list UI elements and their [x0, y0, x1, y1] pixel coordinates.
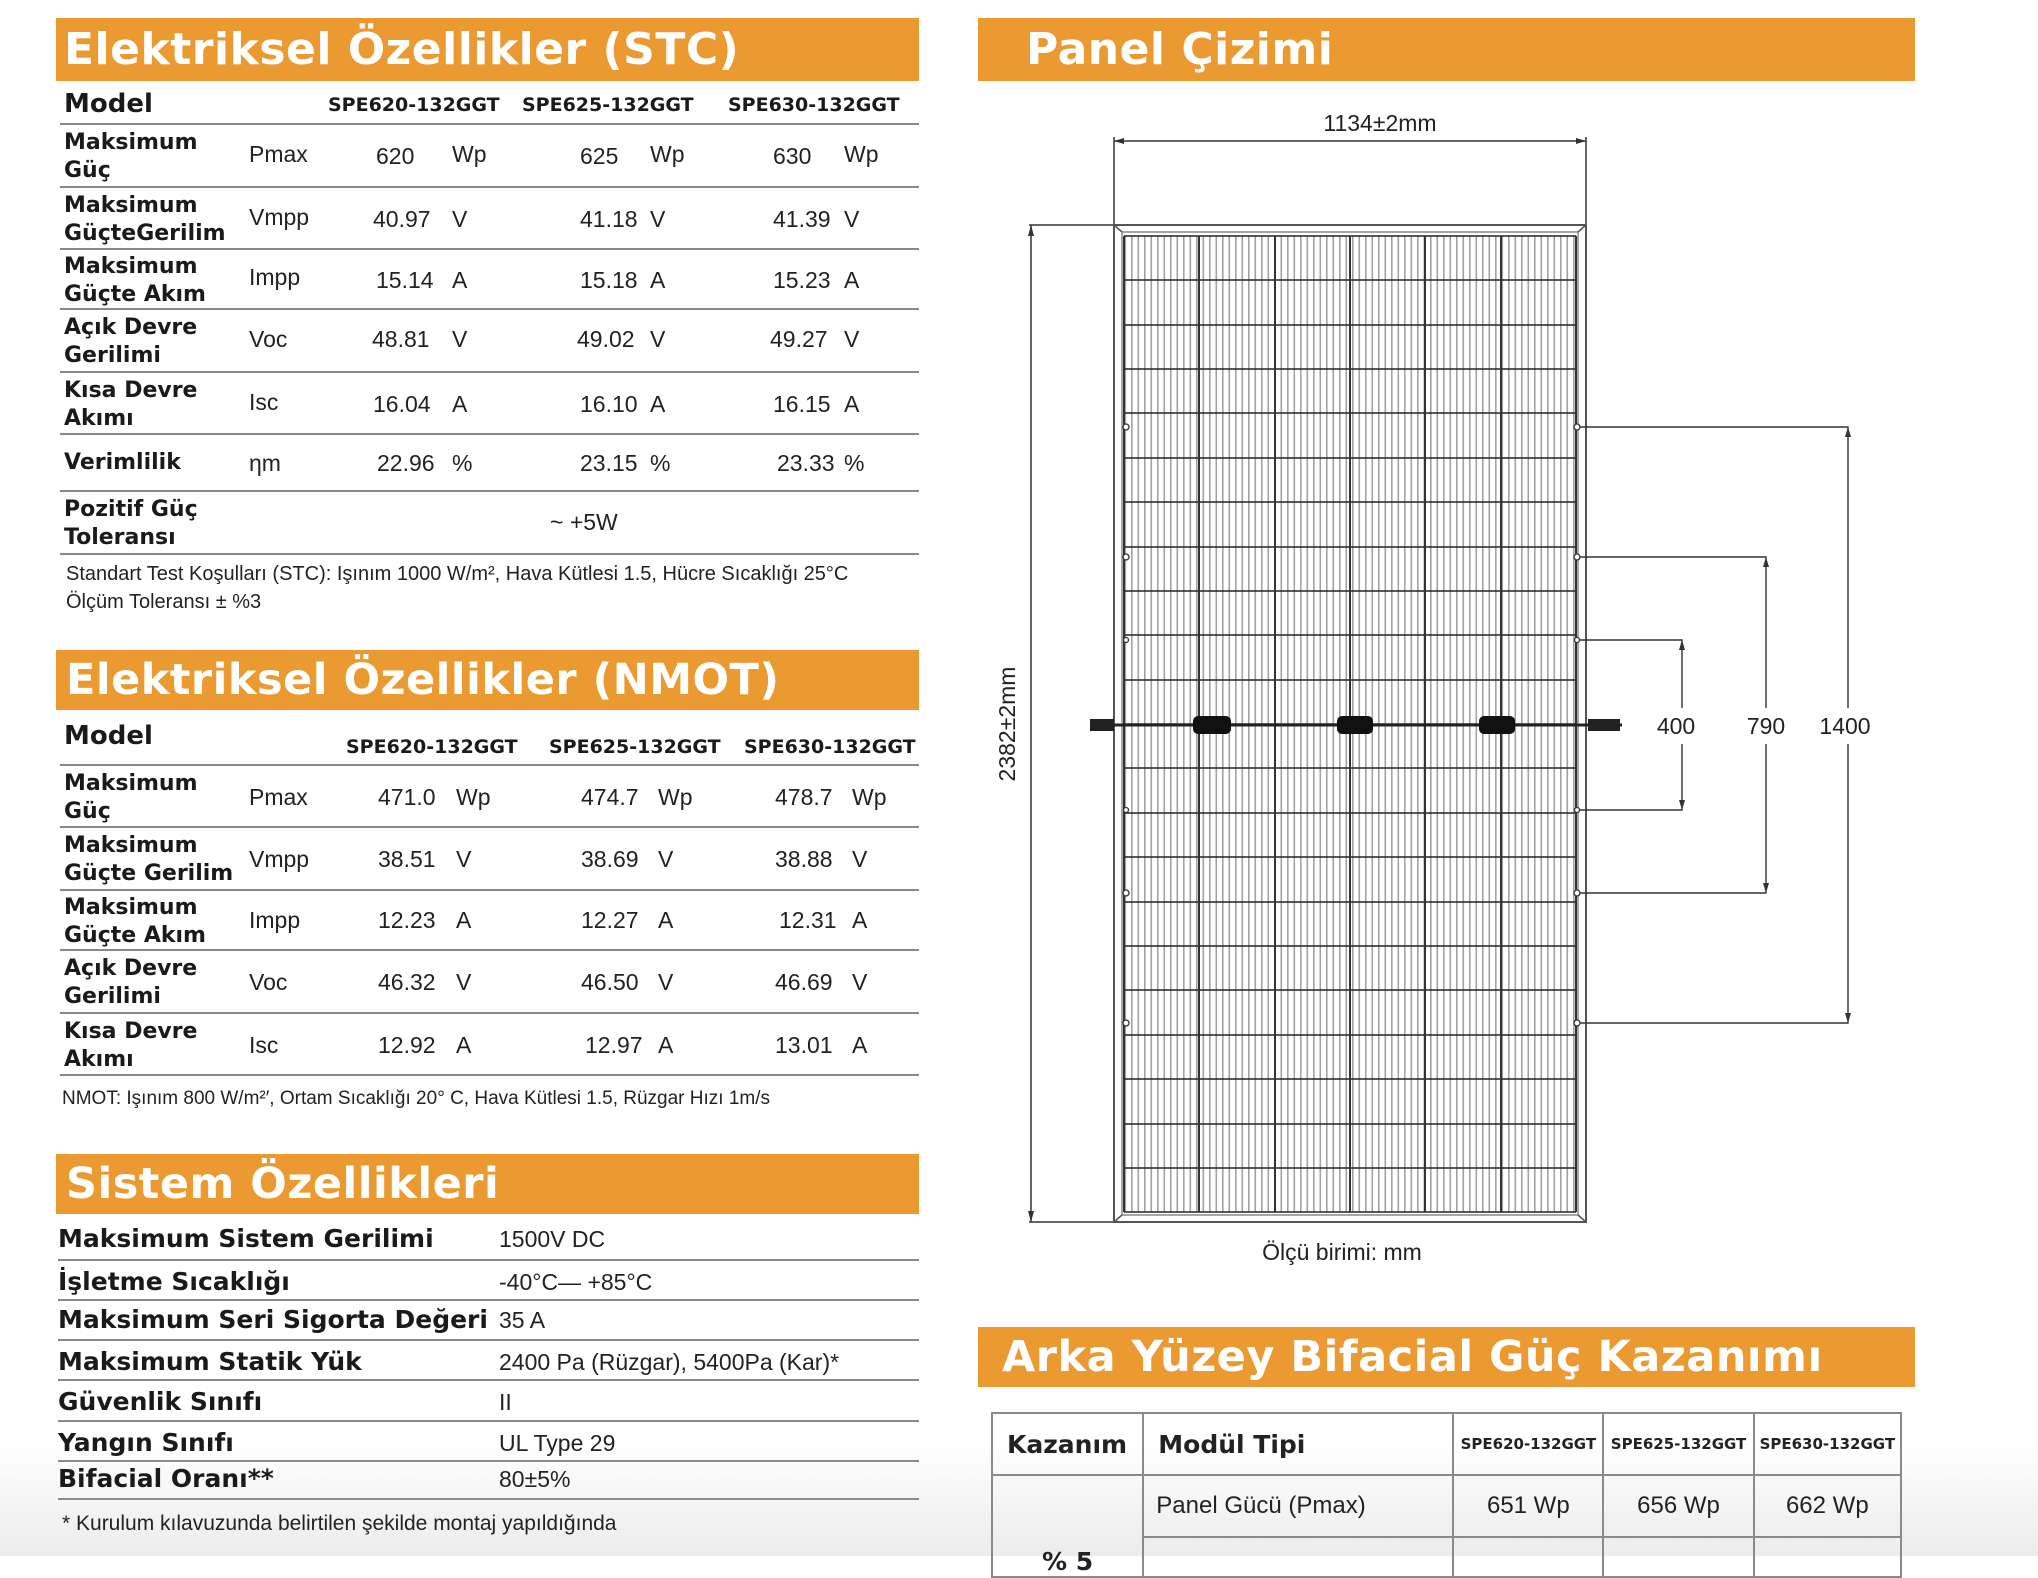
row-symbol: Voc — [249, 969, 288, 995]
drawing-title: Panel Çizimi — [1026, 24, 1334, 75]
cell-unit: A — [456, 1032, 472, 1058]
cell-unit: A — [452, 267, 468, 293]
system-footnote: * Kurulum kılavuzunda belirtilen şekilde montaj yapıldığında — [62, 1512, 617, 1535]
row-label-line: GüçteGerilim — [64, 221, 226, 246]
nmot-note: NMOT: Işınım 800 W/m²′, Ortam Sıcaklığı 20° C, Hava Kütlesi 1.5, Rüzgar Hızı 1m/s — [62, 1088, 771, 1109]
row-label-line: Güç — [64, 799, 111, 824]
row-symbol: Impp — [249, 907, 301, 933]
cell-unit: Wp — [844, 141, 879, 167]
cell-value: 41.39 — [773, 206, 831, 232]
row-label-line: Gerilimi — [64, 343, 161, 368]
cell-unit: V — [650, 326, 666, 352]
table-row — [992, 1475, 1901, 1537]
cell-unit: A — [852, 1032, 868, 1058]
cell-value — [1754, 1537, 1901, 1577]
spec-value: II — [499, 1389, 512, 1415]
bifacial-table — [991, 1412, 1902, 1578]
cell-unit: % — [650, 450, 671, 476]
cell-unit: Wp — [650, 141, 685, 167]
cell-unit: V — [658, 969, 674, 995]
row-symbol: Voc — [249, 326, 288, 352]
dim-790: 790 — [1746, 713, 1786, 739]
model-header: SPE620-132GGT — [1453, 1413, 1603, 1475]
table-row — [58, 1422, 919, 1462]
spec-label: İşletme Sıcaklığı — [58, 1267, 290, 1296]
bifacial-section-header — [978, 1327, 1915, 1387]
gain-value: % 5 — [992, 1475, 1143, 1577]
model-header: SPE625-132GGT — [1603, 1413, 1753, 1475]
cell-value: 12.31 — [779, 907, 837, 933]
row-label-line: Akımı — [64, 1047, 134, 1072]
row-label-line: Pozitif Güç — [64, 497, 198, 522]
spec-value: UL Type 29 — [499, 1430, 616, 1456]
spec-value: 2400 Pa (Rüzgar), 5400Pa (Kar)* — [499, 1349, 840, 1375]
cell-value: 15.14 — [376, 267, 434, 293]
spec-label: Maksimum Sistem Gerilimi — [58, 1224, 434, 1253]
cell-unit: V — [852, 969, 868, 995]
cell-unit: % — [844, 450, 865, 476]
dim-1400: 1400 — [1819, 713, 1871, 739]
row-label-line: Akımı — [64, 406, 134, 431]
cell-value: 12.27 — [581, 907, 639, 933]
row-label-line: Güçte Akım — [64, 923, 206, 948]
cell-value: 13.01 — [775, 1032, 833, 1058]
cell-value: 630 — [773, 143, 812, 169]
row-label-line: Güçte Akım — [64, 282, 206, 307]
row-label-line: Kısa Devre — [64, 1019, 198, 1044]
width-dimension-label: 1134±2mm — [1323, 110, 1437, 136]
spec-value: 35 A — [499, 1307, 546, 1333]
cell-value — [1453, 1537, 1603, 1577]
row-label-line: Gerilimi — [64, 984, 161, 1009]
cell-unit: V — [456, 846, 472, 872]
row-label-line: Maksimum — [64, 895, 198, 920]
gain-column-header: Kazanım — [992, 1413, 1143, 1475]
cell-value: 16.15 — [773, 391, 831, 417]
cell-value: 15.23 — [773, 267, 831, 293]
module-type — [1143, 1537, 1453, 1577]
cell-unit: A — [456, 907, 472, 933]
tolerance-value: ~ +5W — [550, 509, 618, 535]
cell-value: 38.88 — [775, 846, 833, 872]
spec-label: Maksimum Statik Yük — [58, 1347, 362, 1376]
row-label-line: Maksimum — [64, 254, 198, 279]
model-label: Model — [64, 721, 153, 751]
height-dimension-label: 2382±2mm — [994, 666, 1020, 782]
cell-unit: V — [452, 326, 468, 352]
row-symbol: Pmax — [249, 784, 308, 810]
row-label-line: Açık Devre — [64, 956, 198, 981]
cell-value: 48.81 — [372, 326, 430, 352]
cell-value: 46.32 — [378, 969, 436, 995]
row-label-line: Maksimum — [64, 130, 198, 155]
dim-400: 400 — [1656, 713, 1696, 739]
row-label-line: Maksimum — [64, 193, 198, 218]
nmot-title: Elektriksel Özellikler (NMOT) — [66, 655, 780, 705]
cell-value: 46.50 — [581, 969, 639, 995]
bifacial-title: Arka Yüzey Bifacial Güç Kazanımı — [1002, 1332, 1823, 1382]
model-header: SPE625-132GGT — [549, 736, 721, 758]
row-label-line: Kısa Devre — [64, 378, 198, 403]
cell-value: 16.04 — [373, 391, 431, 417]
model-header: SPE620-132GGT — [328, 94, 500, 116]
stc-note: Standart Test Koşulları (STC): Işınım 1000 W/m², Hava Kütlesi 1.5, Hücre Sıcaklığı 25°C — [66, 563, 849, 585]
cell-unit: V — [658, 846, 674, 872]
row-label: Verimlilik — [64, 450, 181, 475]
cell-value: 40.97 — [373, 206, 431, 232]
cell-value: 478.7 — [775, 784, 833, 810]
row-symbol: Pmax — [249, 141, 308, 167]
spec-label: Güvenlik Sınıfı — [58, 1387, 263, 1416]
cell-value: 471.0 — [378, 784, 436, 810]
cell-value: 16.10 — [580, 391, 638, 417]
cell-unit: A — [452, 391, 468, 417]
cell-unit: Wp — [852, 784, 887, 810]
system-title: Sistem Özellikleri — [66, 1159, 500, 1209]
cell-unit: V — [852, 846, 868, 872]
row-label-line: Maksimum — [64, 833, 198, 858]
row-symbol: Vmpp — [249, 204, 310, 230]
cell-value: 625 — [580, 143, 619, 169]
cell-value: 46.69 — [775, 969, 833, 995]
cell-value: 38.51 — [378, 846, 436, 872]
cell-value: 12.92 — [378, 1032, 436, 1058]
spec-value: 1500V DC — [499, 1226, 606, 1252]
cell-value: 22.96 — [377, 450, 435, 476]
row-symbol: Impp — [249, 264, 301, 290]
cell-value: 12.97 — [585, 1032, 643, 1058]
cell-value: 23.33 — [777, 450, 835, 476]
cell-value: 651 Wp — [1453, 1475, 1603, 1537]
cell-unit: A — [852, 907, 868, 933]
model-header: SPE625-132GGT — [522, 94, 694, 116]
cell-value: 620 — [376, 143, 415, 169]
cell-value: 41.18 — [580, 206, 638, 232]
row-symbol: ηm — [249, 450, 281, 476]
cell-value: 656 Wp — [1603, 1475, 1753, 1537]
model-header: SPE630-132GGT — [728, 94, 900, 116]
cell-unit: A — [650, 267, 666, 293]
cell-unit: A — [658, 1032, 674, 1058]
cell-value: 12.23 — [378, 907, 436, 933]
spec-value: 80±5% — [499, 1466, 571, 1492]
cell-unit: % — [452, 450, 473, 476]
spec-label: Maksimum Seri Sigorta Değeri — [58, 1305, 488, 1334]
row-symbol: Isc — [249, 1032, 279, 1058]
row-symbol: Vmpp — [249, 846, 310, 872]
model-label: Model — [64, 89, 153, 119]
table-row — [58, 1341, 919, 1381]
model-header: SPE630-132GGT — [1754, 1413, 1901, 1475]
table-row — [58, 1381, 919, 1422]
cell-value: 38.69 — [581, 846, 639, 872]
cell-unit: A — [658, 907, 674, 933]
cell-value — [1603, 1537, 1753, 1577]
spec-label: Yangın Sınıfı — [58, 1428, 234, 1457]
table-row — [58, 1462, 919, 1500]
spec-label: Bifacial Oranı** — [58, 1464, 274, 1493]
model-header: SPE620-132GGT — [346, 736, 518, 758]
cell-unit: A — [844, 267, 860, 293]
unit-caption: Ölçü birimi: mm — [1262, 1239, 1422, 1265]
cell-value: 49.02 — [577, 326, 635, 352]
row-label-line: Açık Devre — [64, 315, 198, 340]
stc-title: Elektriksel Özellikler (STC) — [64, 24, 740, 75]
module-type-column-header: Modül Tipi — [1143, 1413, 1453, 1475]
row-label-line: Güçte Gerilim — [64, 861, 234, 886]
row-symbol: Isc — [249, 389, 279, 415]
cell-unit: V — [844, 206, 860, 232]
module-type: Panel Gücü (Pmax) — [1143, 1475, 1453, 1537]
stc-note-tolerance: Ölçüm Toleransı ± %3 — [66, 591, 262, 613]
cell-value: 15.18 — [580, 267, 638, 293]
cell-unit: Wp — [452, 141, 487, 167]
row-label-line: Toleransı — [64, 525, 176, 550]
cell-value: 23.15 — [580, 450, 638, 476]
cell-unit: V — [456, 969, 472, 995]
cell-value: 474.7 — [581, 784, 639, 810]
row-label-line: Maksimum — [64, 771, 198, 796]
model-header: SPE630-132GGT — [744, 736, 916, 758]
row-label-line: Güç — [64, 158, 111, 183]
spec-value: -40°C— +85°C — [499, 1269, 653, 1295]
cell-value: 662 Wp — [1754, 1475, 1901, 1537]
cell-value: 49.27 — [770, 326, 828, 352]
cell-unit: A — [844, 391, 860, 417]
cell-unit: V — [650, 206, 666, 232]
bifacial-header-row — [992, 1413, 1901, 1475]
cell-unit: Wp — [456, 784, 491, 810]
cell-unit: V — [452, 206, 468, 232]
cell-unit: Wp — [658, 784, 693, 810]
cell-unit: A — [650, 391, 666, 417]
cell-unit: V — [844, 326, 860, 352]
